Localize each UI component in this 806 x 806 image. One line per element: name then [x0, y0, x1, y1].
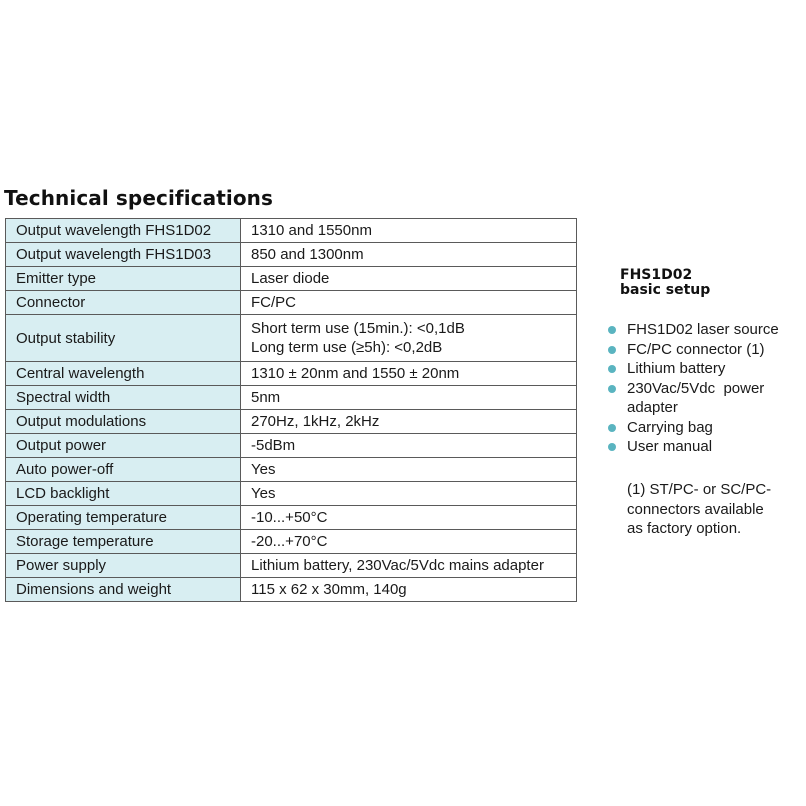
footnote-line: connectors available	[627, 500, 764, 518]
spec-value-line: 5nm	[251, 389, 281, 406]
spec-label: Connector	[6, 291, 241, 315]
page-title: Technical specifications	[4, 186, 274, 210]
list-item-text: FC/PC connector (1)	[627, 340, 765, 358]
spec-value-line: Yes	[251, 485, 276, 502]
list-item-text: 230Vac/5Vdc power	[627, 379, 765, 397]
spec-label: Storage temperature	[6, 530, 241, 554]
list-item	[605, 340, 805, 360]
table-row	[6, 362, 577, 386]
table-row	[6, 267, 577, 291]
spec-label: Operating temperature	[6, 506, 241, 530]
list-item	[605, 437, 805, 457]
connector-footnote	[627, 480, 771, 539]
spec-value	[241, 554, 577, 578]
spec-label: Output stability	[6, 315, 241, 362]
spec-value	[241, 410, 577, 434]
spec-value	[241, 458, 577, 482]
spec-value	[241, 578, 577, 602]
spec-label: Spectral width	[6, 386, 241, 410]
list-item-text: FHS1D02 laser source	[627, 321, 779, 338]
spec-value-line: Lithium battery, 230Vac/5Vdc mains adapter	[251, 557, 544, 574]
spec-value	[241, 386, 577, 410]
list-item-text: Lithium battery	[627, 360, 726, 377]
spec-label: Central wavelength	[6, 362, 241, 386]
table-row	[6, 506, 577, 530]
spec-value-line: 850 and 1300nm	[251, 246, 364, 263]
bullet-dot-icon	[608, 385, 616, 393]
list-item	[605, 418, 805, 438]
list-item	[605, 320, 805, 340]
table-row	[6, 578, 577, 602]
spec-value	[241, 362, 577, 386]
table-row	[6, 243, 577, 267]
spec-value-line: 1310 ± 20nm and 1550 ± 20nm	[251, 365, 460, 382]
table-row	[6, 434, 577, 458]
table-row	[6, 291, 577, 315]
spec-value-line: Yes	[251, 461, 276, 478]
table-row	[6, 219, 577, 243]
list-item-text: adapter	[627, 399, 678, 416]
spec-label: Output modulations	[6, 410, 241, 434]
spec-value	[241, 219, 577, 243]
bullet-dot-icon	[608, 424, 616, 432]
table-row	[6, 315, 577, 362]
table-row	[6, 554, 577, 578]
basic-setup-title	[620, 268, 710, 298]
spec-value-line: 1310 and 1550nm	[251, 222, 372, 239]
table-row	[6, 530, 577, 554]
list-item	[605, 359, 805, 379]
spec-label: Output wavelength FHS1D03	[6, 243, 241, 267]
footnote-line: (1) ST/PC- or SC/PC-	[627, 481, 772, 498]
spec-value	[241, 267, 577, 291]
table-row	[6, 482, 577, 506]
bullet-dot-icon	[608, 326, 616, 334]
basic-setup-list	[605, 320, 805, 457]
table-row	[6, 386, 577, 410]
spec-label: Emitter type	[6, 267, 241, 291]
spec-value	[241, 530, 577, 554]
spec-value-line: Laser diode	[251, 270, 330, 287]
spec-label: LCD backlight	[6, 482, 241, 506]
spec-value-line: 115 x 62 x 30mm, 140g	[251, 581, 407, 598]
bullet-dot-icon	[608, 346, 616, 354]
footnote-line: as factory option.	[627, 520, 742, 537]
table-row	[6, 458, 577, 482]
list-item-text: User manual	[627, 438, 713, 455]
spec-value	[241, 291, 577, 315]
spec-value-line: 270Hz, 1kHz, 2kHz	[251, 413, 380, 430]
spec-value-line: Long term use (≥5h): <0,2dB	[251, 339, 443, 356]
spec-value-line: FC/PC	[251, 294, 296, 311]
bullet-dot-icon	[608, 443, 616, 451]
basic-setup-title-line: basic setup	[620, 282, 711, 298]
bullet-dot-icon	[608, 365, 616, 373]
spec-label: Dimensions and weight	[6, 578, 241, 602]
spec-value	[241, 243, 577, 267]
spec-value	[241, 482, 577, 506]
spec-label: Output wavelength FHS1D02	[6, 219, 241, 243]
basic-setup-title-line: FHS1D02	[620, 267, 693, 283]
spec-value-line: -5dBm	[251, 437, 296, 454]
table-row	[6, 410, 577, 434]
list-item-text: Carrying bag	[627, 418, 713, 436]
spec-label: Auto power-off	[6, 458, 241, 482]
spec-label: Output power	[6, 434, 241, 458]
spec-value	[241, 506, 577, 530]
spec-value-line: Short term use (15min.): <0,1dB	[251, 320, 465, 337]
specifications-table	[5, 218, 577, 602]
spec-value-line: -20...+70°C	[251, 533, 328, 550]
spec-value-line: -10...+50°C	[251, 509, 328, 526]
list-item	[605, 379, 805, 418]
spec-value	[241, 315, 577, 362]
spec-value	[241, 434, 577, 458]
spec-label: Power supply	[6, 554, 241, 578]
